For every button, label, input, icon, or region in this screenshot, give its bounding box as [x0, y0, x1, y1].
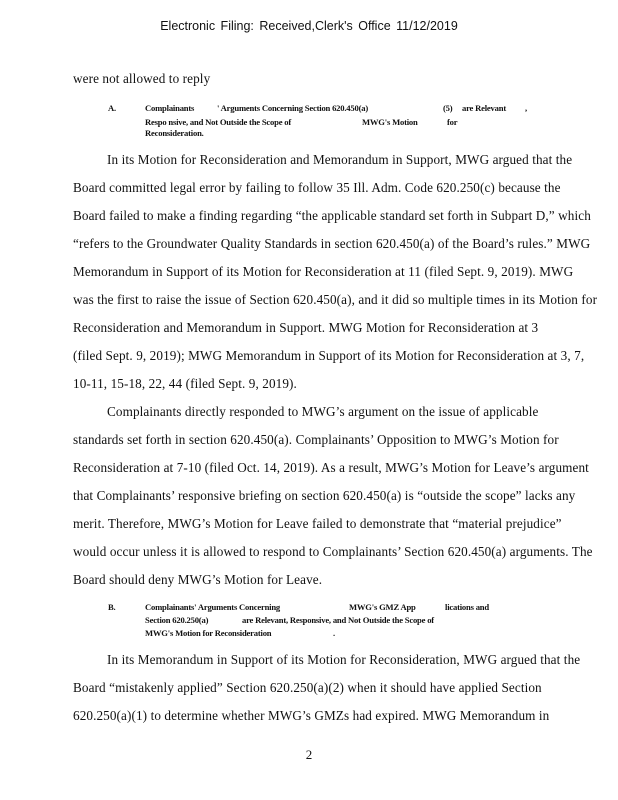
body-line: In its Memorandum in Support of its Motion for Reconsideration, MWG argued that the — [107, 652, 581, 667]
section-b-line2-right: are Relevant, Responsive, and Not Outside the Scope of — [242, 615, 434, 625]
page-number: 2 — [305, 747, 313, 762]
section-b-line1-right: lications and — [445, 602, 489, 612]
section-a-line2-left: Respo nsive, and Not Outside the Scope of — [145, 117, 292, 127]
body-line: would occur unless it is allowed to respond to Complainants’ Section 620.450(a) arguments. The — [73, 544, 593, 559]
section-a-line1-comma: , — [525, 103, 527, 113]
section-a-line1-left: Complainants — [145, 103, 195, 113]
body-line: Reconsideration at 7-10 (filed Oct. 14, 2019). As a result, MWG’s Motion for Leave’s argument — [73, 460, 589, 475]
body-line: Board “mistakenly applied” Section 620.250(a)(2) when it should have applied Section — [73, 680, 542, 695]
section-a-marker: A. — [108, 103, 116, 113]
section-a-line1-right: are Relevant — [462, 103, 506, 113]
section-b-line1-mid: MWG's GMZ App — [349, 602, 416, 612]
body-line: Board committed legal error by failing to follow 35 Ill. Adm. Code 620.250(c) because the — [73, 180, 561, 195]
body-line: standards set forth in section 620.450(a). Complainants’ Opposition to MWG’s Motion for — [73, 432, 559, 447]
body-line: were not allowed to reply — [73, 71, 211, 86]
body-line: was the first to raise the issue of Section 620.450(a), and it did so multiple times in its Motion for — [73, 292, 598, 307]
section-b-line1-left: Complainants' Arguments Concerning — [145, 602, 281, 612]
body-line: Memorandum in Support of its Motion for Reconsideration at 11 (filed Sept. 9, 2019). MWG — [73, 264, 574, 279]
section-a-line2-right: for — [447, 117, 458, 127]
body-line: that Complainants’ responsive briefing on section 620.450(a) is “outside the scope” lacks any — [73, 488, 576, 503]
electronic-filing-header: Electronic Filing: Received,Clerk's Office 11/12/2019 — [160, 19, 458, 33]
body-line: 10-11, 15-18, 22, 44 (filed Sept. 9, 2019). — [73, 376, 297, 391]
section-b-line2-left: Section 620.250(a) — [145, 615, 209, 625]
section-a-line1-mid: ' Arguments Concerning Section 620.450(a) — [217, 103, 369, 113]
body-line: Reconsideration and Memorandum in Support. MWG Motion for Reconsideration at 3 — [73, 320, 539, 335]
body-line: “refers to the Groundwater Quality Standards in section 620.450(a) of the Board’s rules.” MWG — [73, 236, 591, 251]
body-line: Complainants directly responded to MWG’s argument on the issue of applicable — [107, 404, 539, 419]
body-line: Board failed to make a finding regarding “the applicable standard set forth in Subpart D,” which — [73, 208, 591, 223]
section-b-line3-right: . — [333, 628, 335, 638]
body-line: In its Motion for Reconsideration and Memorandum in Support, MWG argued that the — [107, 152, 573, 167]
section-a-line3: Reconsideration. — [145, 128, 204, 138]
body-line: Board should deny MWG’s Motion for Leave. — [73, 572, 323, 587]
body-line: merit. Therefore, MWG’s Motion for Leave failed to demonstrate that “material prejudice” — [73, 516, 562, 531]
section-a-line2-mid: MWG's Motion — [362, 117, 418, 127]
section-b-line3-left: MWG's Motion for Reconsideration — [145, 628, 272, 638]
body-line: (filed Sept. 9, 2019); MWG Memorandum in Support of its Motion for Reconsideration at 3, 7, — [73, 348, 585, 363]
body-line: 620.250(a)(1) to determine whether MWG’s GMZs had expired. MWG Memorandum in — [73, 708, 550, 723]
section-a-line1-num: (5) — [443, 103, 453, 113]
section-b-marker: B. — [108, 602, 116, 612]
